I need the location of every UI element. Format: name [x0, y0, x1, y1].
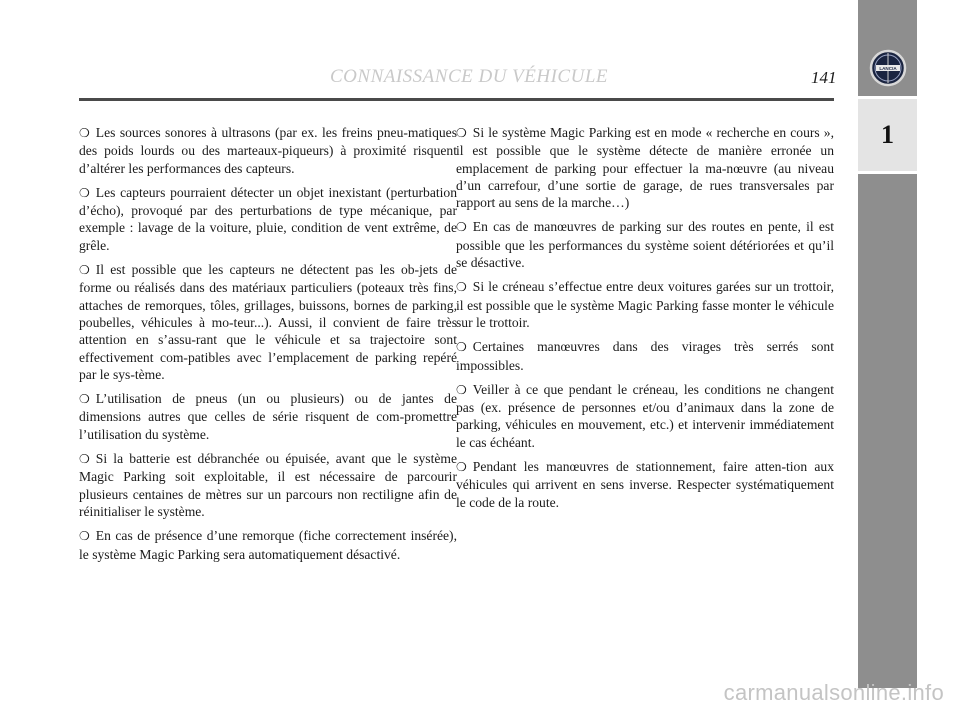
paragraph-text: Pendant les manœuvres de stationnement, faire atten-tion aux véhicules qui arrivent en sens inverse. Respecter systématiquement le code de la route. — [456, 459, 834, 510]
bullet-paragraph — [456, 124, 834, 211]
paragraph-text: Si la batterie est débranchée ou épuisée, avant que le système Magic Parking soit exploitable, il est nécessaire de parcourir plusieurs centaines de mètres sur un parcours non rectiligne afin de réinitialiser le système. — [79, 451, 457, 519]
paragraph-text: Si le système Magic Parking est en mode « recherche en cours », il est possible que le système détecte de manière erronée un emplacement de parking pour effectuer la ma-nœuvre (au niveau d’un carrefour, d’une sortie de garage, de rues transversales par rapport au sens de la marche…) — [456, 125, 834, 211]
watermark: carmanualsonline.info — [723, 680, 944, 705]
bullet-icon: ❍ — [79, 185, 90, 200]
paragraph-text: Veiller à ce que pendant le créneau, les conditions ne changent pas (ex. présence de personnes et/ou d’animaux dans la zone de parking, véhicules en mouvement, etc.) et intervenir immédiatement le cas échéant. — [456, 381, 834, 450]
header-rule — [79, 98, 834, 101]
bullet-icon: ❍ — [79, 529, 90, 544]
paragraph-text: Les sources sonores à ultrasons (par ex. les freins pneu-matiques des poids lourds ou des marteaux-piqueurs) à proximité risquent d’altérer les performances des capteurs. — [79, 125, 457, 176]
bullet-paragraph — [456, 338, 834, 374]
bullet-icon: ❍ — [79, 263, 90, 278]
bullet-paragraph — [79, 450, 457, 520]
paragraph-text: Certaines manœuvres dans des virages très serrés sont impossibles. — [456, 339, 834, 373]
bullet-paragraph — [79, 527, 457, 563]
bullet-paragraph — [79, 261, 457, 383]
bullet-icon: ❍ — [79, 452, 90, 467]
left-column — [79, 124, 457, 570]
bullet-icon: ❍ — [456, 220, 467, 235]
bullet-icon: ❍ — [456, 460, 467, 475]
lancia-logo-icon — [868, 48, 908, 88]
bullet-icon: ❍ — [79, 126, 90, 140]
bullet-icon: ❍ — [79, 392, 90, 407]
bullet-paragraph — [456, 458, 834, 511]
bullet-icon: ❍ — [456, 280, 467, 295]
paragraph-text: Il est possible que les capteurs ne détectent pas les ob-jets de forme ou réalisés dans des matériaux particuliers (poteaux très fins, attaches de remorques, tôles, grillages, buissons, bornes de parking, poubelles, véhicules à mo-teur...). Aussi, il convient de faire très attention en s’assu-rant que le véhicule et sa trajectoire sont effectivement com-patibles avec l’emplacement de parking repéré par le sys-tème. — [79, 262, 457, 382]
bullet-paragraph — [456, 278, 834, 331]
bullet-paragraph — [79, 124, 457, 177]
brand-logo-area — [858, 42, 917, 94]
paragraph-text: En cas de manœuvres de parking sur des routes en pente, il est possible que les performances du système soient détériorées et qu’il se désactive. — [456, 219, 834, 271]
right-column — [456, 124, 834, 518]
bullet-paragraph — [456, 218, 834, 271]
tab-divider — [858, 171, 917, 174]
bullet-icon: ❍ — [456, 382, 467, 397]
bullet-icon: ❍ — [456, 340, 467, 355]
page-number: 141 — [811, 68, 837, 87]
bullet-paragraph — [79, 184, 457, 254]
chapter-number-box — [858, 99, 917, 171]
paragraph-text: Si le créneau s’effectue entre deux voitures garées sur un trottoir, il est possible que le système Magic Parking fasse monter le véhicule sur le trottoir. — [456, 279, 834, 330]
bullet-icon: ❍ — [456, 126, 467, 140]
lancia-logo-text: LANCIA — [878, 66, 897, 71]
paragraph-text: En cas de présence d’une remorque (fiche correctement insérée), le système Magic Parking sera automatiquement désactivé. — [79, 528, 457, 562]
paragraph-text: L’utilisation de pneus (un ou plusieurs) ou de jantes de dimensions autres que celles de série risquent de com-promettre l’utilisation du système. — [79, 391, 457, 442]
header-section-title: CONNAISSANCE DU VÉHICULE — [330, 66, 608, 87]
bullet-paragraph — [79, 390, 457, 443]
chapter-number: 1 — [881, 120, 894, 149]
paragraph-text: Les capteurs pourraient détecter un objet inexistant (perturbation d’écho), provoqué par des perturbations de type mécanique, par exemple : lavage de la voiture, pluie, condition de vent extrême, de grêle. — [79, 184, 457, 253]
bullet-paragraph — [456, 381, 834, 451]
chapter-tab — [858, 0, 917, 688]
